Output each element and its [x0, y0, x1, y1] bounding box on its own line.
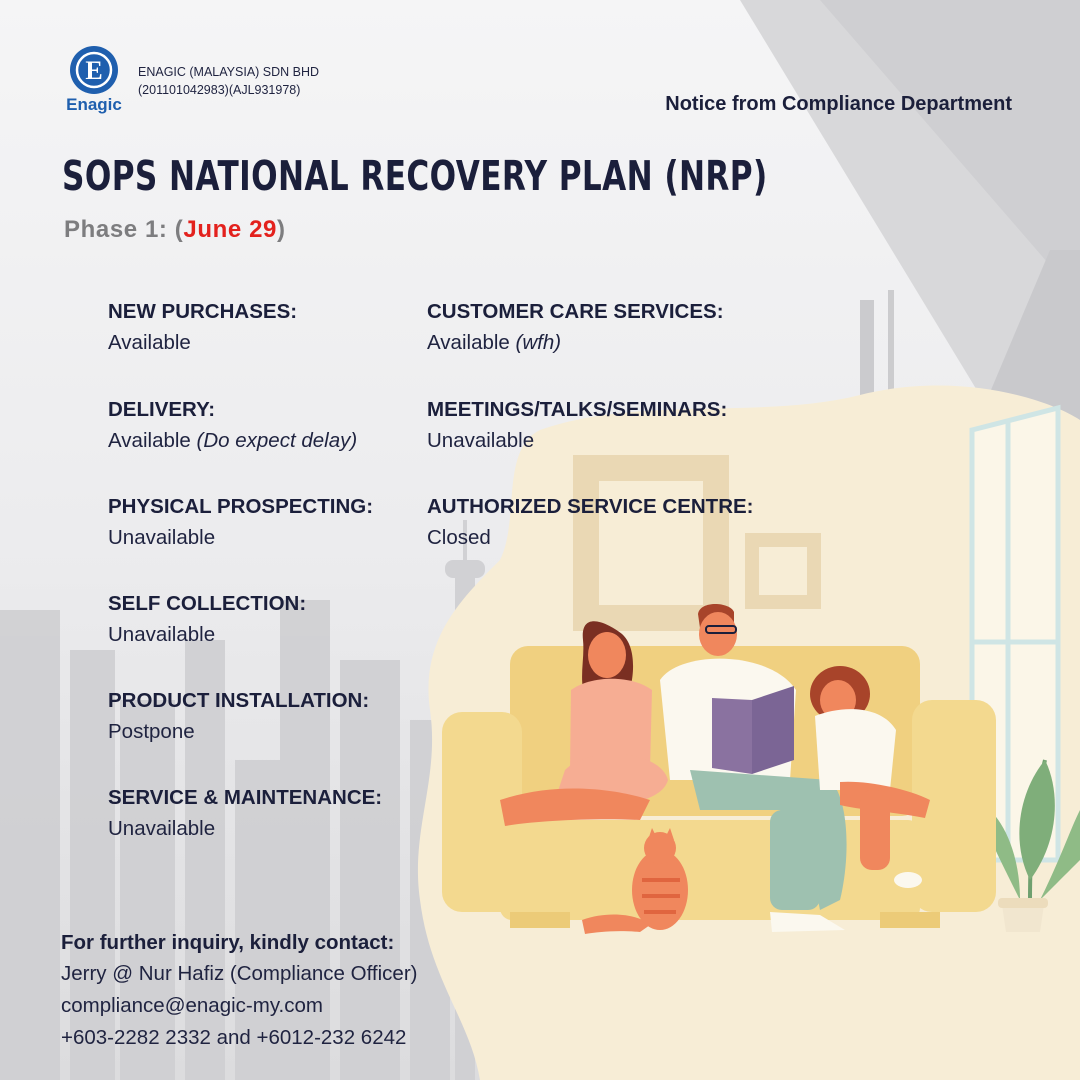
- page-title: SOPS NATIONAL RECOVERY PLAN (NRP): [62, 152, 768, 200]
- status-value: Available: [108, 331, 191, 354]
- status-product-installation: [108, 687, 369, 749]
- status-label: NEW PURCHASES:: [108, 300, 298, 323]
- contact-heading: For further inquiry, kindly contact:: [61, 931, 395, 954]
- status-value: Unavailable: [427, 429, 535, 452]
- status-new-purchases: [108, 298, 297, 360]
- phase-label: [64, 216, 286, 244]
- contact-person: Jerry @ Nur Hafiz (Compliance Officer): [61, 962, 418, 985]
- company-registration: (201101042983)(AJL931978): [138, 83, 301, 97]
- status-value: Unavailable: [108, 526, 216, 549]
- status-value: Unavailable: [108, 623, 216, 646]
- notice-heading: Notice from Compliance Department: [665, 93, 1012, 115]
- contact-block: [61, 928, 417, 1054]
- status-label: CUSTOMER CARE SERVICES:: [427, 300, 724, 323]
- contact-phones[interactable]: +603-2282 2332 and +6012-232 6242: [61, 1026, 407, 1049]
- status-label: PRODUCT INSTALLATION:: [108, 689, 370, 712]
- status-label: AUTHORIZED SERVICE CENTRE:: [427, 495, 754, 518]
- contact-email[interactable]: compliance@enagic-my.com: [61, 994, 323, 1017]
- company-info: [138, 63, 319, 99]
- status-label: SERVICE & MAINTENANCE:: [108, 786, 383, 809]
- status-label: PHYSICAL PROSPECTING:: [108, 495, 374, 518]
- status-label: SELF COLLECTION:: [108, 592, 307, 615]
- enagic-logo: [62, 44, 130, 116]
- status-value: Postpone: [108, 720, 195, 743]
- svg-text:E: E: [85, 56, 103, 85]
- status-service-maintenance: [108, 784, 382, 846]
- status-delivery: [108, 396, 357, 458]
- phase-date: June 29: [183, 216, 277, 243]
- status-label: MEETINGS/TALKS/SEMINARS:: [427, 398, 728, 421]
- phase-prefix: Phase 1: (: [64, 216, 184, 243]
- svg-text:Enagic: Enagic: [66, 95, 122, 114]
- status-label: DELIVERY:: [108, 398, 216, 421]
- status-service-centre: [427, 493, 754, 555]
- status-physical-prospecting: [108, 493, 373, 555]
- status-meetings: [427, 396, 727, 458]
- company-name: ENAGIC (MALAYSIA) SDN BHD: [138, 65, 320, 79]
- status-value: Closed: [427, 526, 491, 549]
- status-customer-care: [427, 298, 724, 360]
- status-value: Available (wfh): [427, 331, 562, 354]
- status-value: Unavailable: [108, 817, 216, 840]
- phase-suffix: ): [276, 216, 286, 243]
- status-self-collection: [108, 590, 306, 652]
- status-value: Available (Do expect delay): [108, 429, 358, 452]
